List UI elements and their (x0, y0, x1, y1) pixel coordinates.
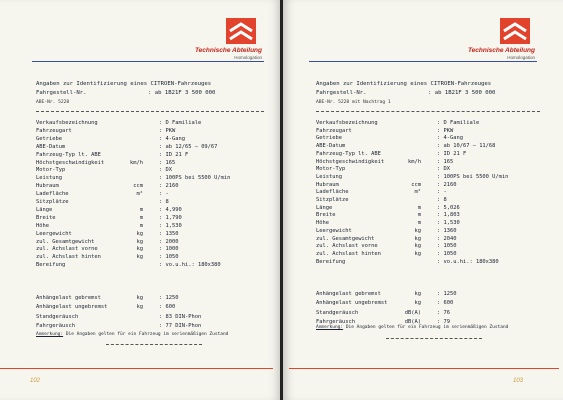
sheet-title: Angaben zur Identifizierung eines CITROEN-Fahrzeuges (36, 81, 212, 87)
spec-label: Länge (316, 204, 333, 211)
spec-label: ABE-Datum (316, 143, 346, 150)
spec-value: : 1050 (437, 250, 457, 257)
chassis-value: : ab 1B21F 3 500 000 (148, 90, 216, 96)
spec-label: Fahrzeugart (36, 127, 72, 134)
spec-unit: m (417, 212, 421, 219)
spec-value: : vo.u.hi.: 180x380 (437, 258, 499, 265)
spec-label: Fahrzeug-Typ lt. ABE (316, 150, 381, 157)
spec-label: Höhe (36, 222, 49, 229)
spec-value: : 79 (437, 318, 450, 325)
spec-label: Sitzplätze (316, 197, 349, 203)
separator-line (36, 111, 264, 112)
spec-label: Bereifung (36, 262, 66, 269)
spec-value: : D Familiale (437, 120, 480, 126)
spec-value: : 600 (159, 304, 176, 311)
spec-value: : 1000 (159, 246, 179, 253)
spec-value: : 600 (437, 300, 454, 307)
spec-label: Leergewicht (36, 230, 72, 237)
spec-label: Getriebe (316, 135, 342, 142)
spec-unit: dB(A) (404, 318, 421, 325)
spec-label: Breite (316, 212, 336, 219)
department-header (463, 47, 535, 60)
spec-value: : ID 21 F (437, 150, 467, 157)
spec-label: Bereifung (316, 258, 346, 265)
spec-unit: m (139, 206, 143, 213)
spec-unit: ccm (133, 183, 143, 190)
spec-value: : 8 (159, 199, 169, 205)
spec-value: : - (437, 189, 447, 196)
spec-label: Leistung (316, 173, 342, 180)
spec-value: : - (159, 191, 169, 198)
page-number: 102 (30, 378, 41, 384)
spec-value: : vo.u.hi.: 180x380 (159, 262, 221, 269)
spec-value: : 77 DIN-Phon (159, 322, 202, 329)
spec-label: zul. Gesamtgewicht (316, 235, 375, 242)
remark (36, 333, 228, 338)
remark-text: Die Angaben gelten für ein Fahrzeug im serienmäßigen Zustand (345, 325, 509, 330)
spec-label: Anhängelast ungebremst (316, 300, 388, 307)
spec-value: : DX (437, 166, 450, 173)
footer-rule (0, 368, 273, 369)
spec-unit: m (417, 204, 421, 211)
spec-label: Hubraum (316, 181, 339, 188)
spec-value: : 1250 (437, 291, 457, 297)
spec-unit: kg (414, 291, 421, 297)
spec-value: : ab 10/67 – 11/68 (437, 143, 496, 150)
spec-unit: kg (414, 235, 421, 242)
spec-value: : 165 (159, 159, 176, 166)
spec-value: : 2160 (159, 183, 179, 190)
spec-unit: kg (136, 254, 143, 261)
spec-label: Standgeräusch (36, 313, 79, 320)
spec-value: : 2160 (437, 181, 457, 188)
right-page (283, 0, 563, 400)
department-subtitle: Homologation (234, 55, 262, 60)
spec-value: : 1050 (437, 243, 457, 250)
department-header (190, 47, 262, 60)
spec-value: : 1,803 (437, 212, 460, 219)
spec-value: : 4-Gang (159, 135, 185, 142)
spec-unit: kg (136, 295, 143, 301)
spec-label: Ladefläche (36, 191, 69, 198)
spec-value: : 4,990 (159, 206, 182, 213)
spec-label: Verkaufsbezeichnung (316, 120, 378, 126)
spec-value: : 1250 (159, 295, 179, 301)
chassis-label: Fahrgestell-Nr. (316, 90, 367, 96)
spec-label: ABE-Datum (36, 143, 66, 150)
spec-label: Standgeräusch (316, 309, 359, 316)
spec-value: : PKW (159, 127, 176, 134)
remark-rule (386, 338, 482, 339)
spec-label: zul. Gesamtgewicht (36, 238, 95, 245)
spec-unit: kg (136, 238, 143, 245)
spec-label: Fahrgeräusch (316, 318, 355, 325)
spec-value: : PKW (437, 127, 454, 134)
spec-value: : 1050 (159, 254, 179, 261)
spec-label: Sitzplätze (36, 199, 69, 205)
spec-unit: dB(A) (404, 309, 421, 316)
spec-value: : 1,530 (159, 222, 182, 229)
spec-unit: kg (136, 230, 143, 237)
spec-label: Anhängelast gebremst (36, 295, 101, 301)
spec-label: zul. Achslast hinten (36, 254, 101, 261)
header-rule (32, 61, 264, 62)
spec-label: Leergewicht (316, 227, 352, 234)
spec-label: Hubraum (36, 183, 59, 190)
spec-value: : D Familiale (159, 120, 202, 126)
spec-value: : 1,790 (159, 214, 182, 221)
spec-label: Ladefläche (316, 189, 349, 196)
spec-value: : 1350 (159, 230, 179, 237)
remark-label: Anmerkung: (316, 325, 344, 330)
spec-label: Motor-Typ (316, 166, 346, 173)
spec-value: : 100PS bei 5500 U/min (159, 175, 231, 182)
citroen-logo-icon (226, 18, 256, 44)
remark-label: Anmerkung: (36, 332, 64, 337)
separator-line (316, 111, 540, 112)
spec-label: zul. Achslast vorne (316, 243, 378, 250)
spec-label: Fahrgeräusch (36, 322, 75, 329)
spec-unit: kg (414, 243, 421, 250)
spec-label: Fahrzeug-Typ lt. ABE (36, 151, 101, 158)
remark-rule (106, 344, 202, 345)
department-title: Technische Abteilung (194, 47, 262, 54)
spec-label: Verkaufsbezeichnung (36, 120, 98, 126)
spec-label: zul. Achslast vorne (36, 246, 98, 253)
spec-value: : DX (159, 167, 172, 174)
department-title: Technische Abteilung (467, 47, 535, 54)
spec-value: : 5,026 (437, 204, 460, 211)
spec-value: : 1360 (437, 227, 457, 234)
department-subtitle: Homologation (507, 55, 535, 60)
abe-number: ABE-Nr. 5228 (36, 100, 70, 105)
spec-value: : ID 21 F (159, 151, 189, 158)
spec-unit: km/h (130, 159, 143, 166)
spec-value: : 2040 (437, 235, 457, 242)
remark (316, 326, 508, 331)
header-rule (309, 61, 537, 62)
spec-label: Höhe (316, 220, 329, 227)
spec-unit: kg (136, 246, 143, 253)
spec-value: : 83 DIN-Phon (159, 313, 202, 320)
spec-value: : 76 (437, 309, 450, 316)
footer-rule (289, 368, 559, 369)
spec-label: Höchstgeschwindigkeit (36, 159, 105, 166)
spec-value: : 8 (437, 197, 447, 203)
spec-unit: m² (414, 189, 421, 196)
spec-unit: m² (136, 191, 143, 198)
sheet-title: Angaben zur Identifizierung eines CITROEN-Fahrzeuges (316, 81, 492, 87)
spec-value: : ab 12/65 – 09/67 (159, 143, 218, 150)
spec-value: : 4-Gang (437, 135, 463, 142)
spec-unit: kg (136, 304, 143, 311)
spec-label: Höchstgeschwindigkeit (316, 158, 385, 165)
spec-value: : 165 (437, 158, 454, 165)
spec-label: Länge (36, 206, 53, 213)
spec-unit: kg (414, 300, 421, 307)
page-number: 103 (513, 378, 524, 384)
spec-label: Fahrzeugart (316, 127, 352, 134)
spec-value: : 2000 (159, 238, 179, 245)
spec-value: : 1,530 (437, 220, 460, 227)
spec-label: Getriebe (36, 135, 62, 142)
citroen-logo-icon (500, 18, 530, 44)
spec-unit: m (139, 214, 143, 221)
spec-label: Anhängelast gebremst (316, 291, 381, 297)
chassis-label: Fahrgestell-Nr. (36, 90, 87, 96)
spec-unit: km/h (408, 158, 421, 165)
left-page (0, 0, 281, 400)
remark-text: Die Angaben gelten für ein Fahrzeug im serienmäßigen Zustand (65, 332, 229, 337)
spec-label: Anhängelast ungebremst (36, 304, 108, 311)
abe-number: ABE-Nr. 5228 mit Nachtrag 1 (316, 100, 391, 105)
spec-unit: m (139, 222, 143, 229)
spec-unit: m (417, 220, 421, 227)
spec-value: : 100PS bei 5500 U/min (437, 173, 509, 180)
spec-label: zul. Achslast hinten (316, 250, 381, 257)
spec-label: Leistung (36, 175, 62, 182)
spec-unit: kg (414, 250, 421, 257)
spec-label: Motor-Typ (36, 167, 66, 174)
chassis-value: : ab 1B21F 3 500 000 (428, 90, 496, 96)
spec-label: Breite (36, 214, 56, 221)
spec-unit: kg (414, 227, 421, 234)
spec-unit: ccm (411, 181, 421, 188)
